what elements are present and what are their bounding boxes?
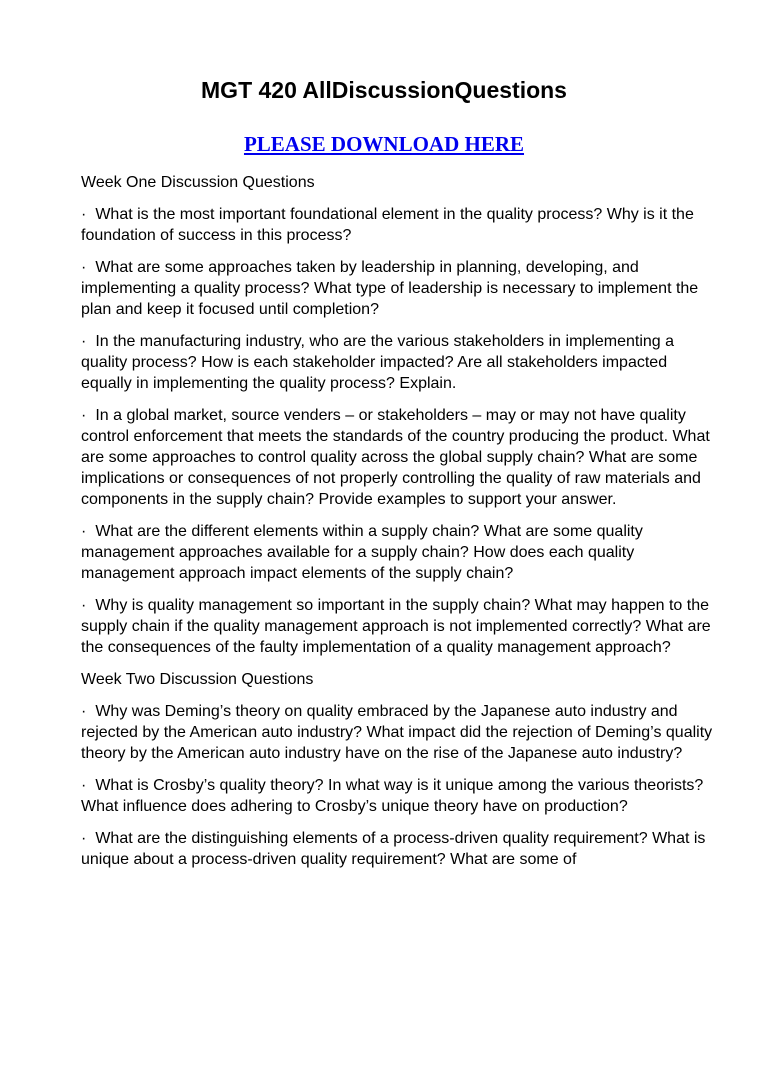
bullet-icon: · xyxy=(81,407,87,424)
bullet-icon: · xyxy=(81,830,87,847)
document-title: MGT 420 AllDiscussionQuestions xyxy=(201,77,567,103)
bullet-icon: · xyxy=(81,597,87,614)
week-one-heading: Week One Discussion Questions xyxy=(81,174,315,191)
list-item xyxy=(81,521,721,584)
list-item xyxy=(81,331,721,394)
list-item xyxy=(81,204,721,246)
list-item xyxy=(81,701,721,764)
list-item xyxy=(81,775,721,817)
list-item xyxy=(81,595,721,658)
bullet-icon: · xyxy=(81,777,87,794)
question-text: In the manufacturing industry, who are the various stakeholders in implementing a quality process? How is each stakeholder impacted? Are all stakeholders impacted equally in implementing the quality process? Explain. xyxy=(81,333,675,392)
bullet-icon: · xyxy=(81,206,87,223)
question-text: What are the different elements within a supply chain? What are some quality management approaches available for a supply chain? How does each quality management approach impact elements of the supply chain? xyxy=(81,523,643,582)
bullet-icon: · xyxy=(81,333,87,350)
question-text: What is the most important foundational element in the quality process? Why is it the foundation of success in this process? xyxy=(81,206,694,244)
list-item xyxy=(81,405,721,510)
week-two-heading: Week Two Discussion Questions xyxy=(81,671,314,688)
bullet-icon: · xyxy=(81,523,87,540)
question-text: In a global market, source venders – or stakeholders – may or may not have quality control enforcement that meets the standards of the country producing the product. What are some approaches to control quality across the global supply chain? What are some implications or consequences of not properly controlling the quality of raw materials and components in the supply chain? Provide examples to support your answer. xyxy=(81,407,710,508)
question-text: Why was Deming’s theory on quality embraced by the Japanese auto industry and rejected by the American auto industry? What impact did the rejection of Deming’s quality theory by the American auto industry have on the rise of the Japanese auto industry? xyxy=(81,703,713,762)
list-item xyxy=(81,828,721,870)
question-text: What are some approaches taken by leadership in planning, developing, and implementing a quality process? What type of leadership is necessary to implement the plan and keep it focused until completion? xyxy=(81,259,699,318)
download-link[interactable]: PLEASE DOWNLOAD HERE xyxy=(243,132,525,156)
document-body xyxy=(81,172,721,881)
question-text: What are the distinguishing elements of a process-driven quality requirement? What is unique about a process-driven quality requirement? What are some of xyxy=(81,830,706,868)
bullet-icon: · xyxy=(81,703,87,720)
question-text: Why is quality management so important in the supply chain? What may happen to the supply chain if the quality management approach is not implemented correctly? What are the consequences of the faulty implementation of a quality management approach? xyxy=(81,597,711,656)
bullet-icon: · xyxy=(81,259,87,276)
question-text: What is Crosby’s quality theory? In what way is it unique among the various theorists? What influence does adhering to Crosby’s unique theory have on production? xyxy=(81,777,704,815)
list-item xyxy=(81,257,721,320)
